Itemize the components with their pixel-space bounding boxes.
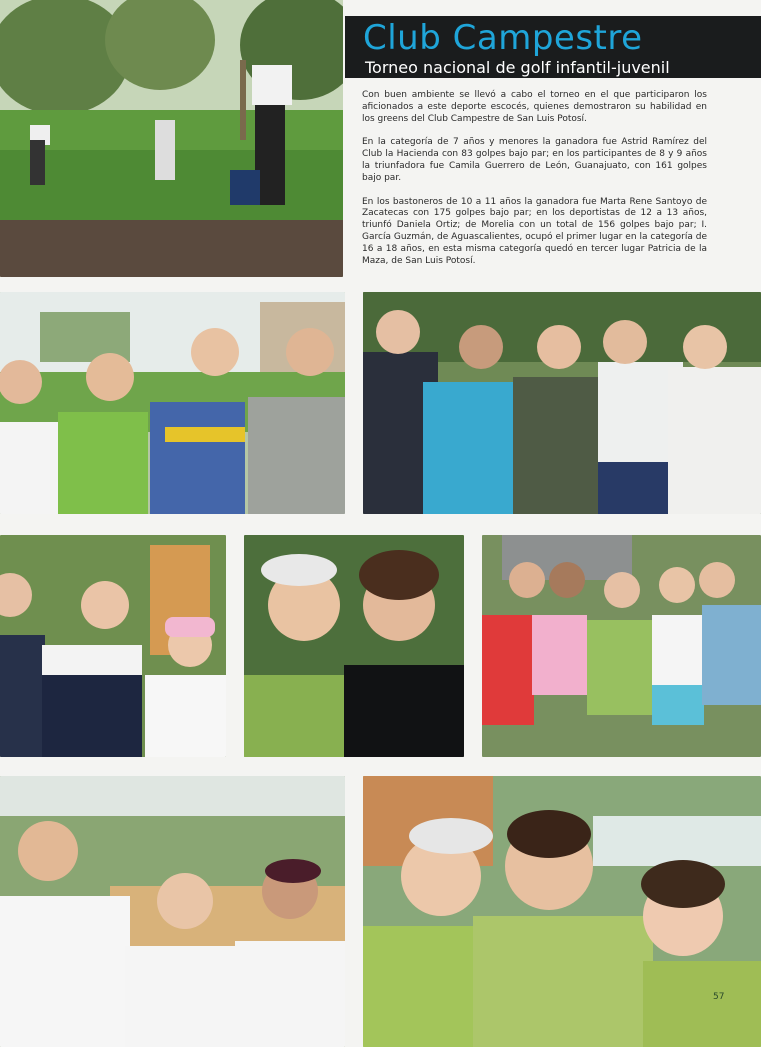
photo-five-teens	[363, 292, 761, 514]
photo-three-girls	[0, 535, 226, 757]
photo-three-boys	[0, 776, 345, 1047]
article-paragraph: Con buen ambiente se llevó a cabo el torneo en el que participaron los aficionados a este deporte escocés, quienes demostraron su habilidad en los greens del Club Campestre de San Luis Potosí.	[362, 90, 707, 124]
article-paragraph: En los bastoneros de 10 a 11 años la ganadora fue Marta Rene Santoyo de Zacatecas con 175 golpes bajo par; en los deportistas de 12 a 13 años, triunfó Daniela Ortiz; de Morelia con un total de 156 golpes bajo par; I. García Guzmán, de Aguascalientes, ocupó el primer lugar en la categoría de 16 a 18 años, en esta misma categoría quedó en tercer lugar Patricia de la Maza, de San Luis Potosí.	[362, 196, 707, 266]
article-paragraph: En la categoría de 7 años y menores la ganadora fue Astrid Ramírez del Club la Hacienda con 83 golpes bajo par; en los participantes de 8 y 9 años la triunfadora fue Camila Guerrero de León, Guanajuato, con 161 golpes bajo par.	[362, 137, 707, 183]
title-banner	[345, 16, 761, 78]
article-body	[362, 90, 707, 279]
page-subtitle: Torneo nacional de golf infantil-juvenil	[365, 58, 670, 77]
photo-three-girls-green	[363, 776, 761, 1047]
photo-golf-course	[0, 0, 343, 277]
page-title: Club Campestre	[363, 18, 643, 58]
photo-four-boys	[0, 292, 345, 514]
photo-five-girls	[482, 535, 761, 757]
photo-two-girls	[244, 535, 464, 757]
page-number: 57	[713, 992, 725, 1002]
